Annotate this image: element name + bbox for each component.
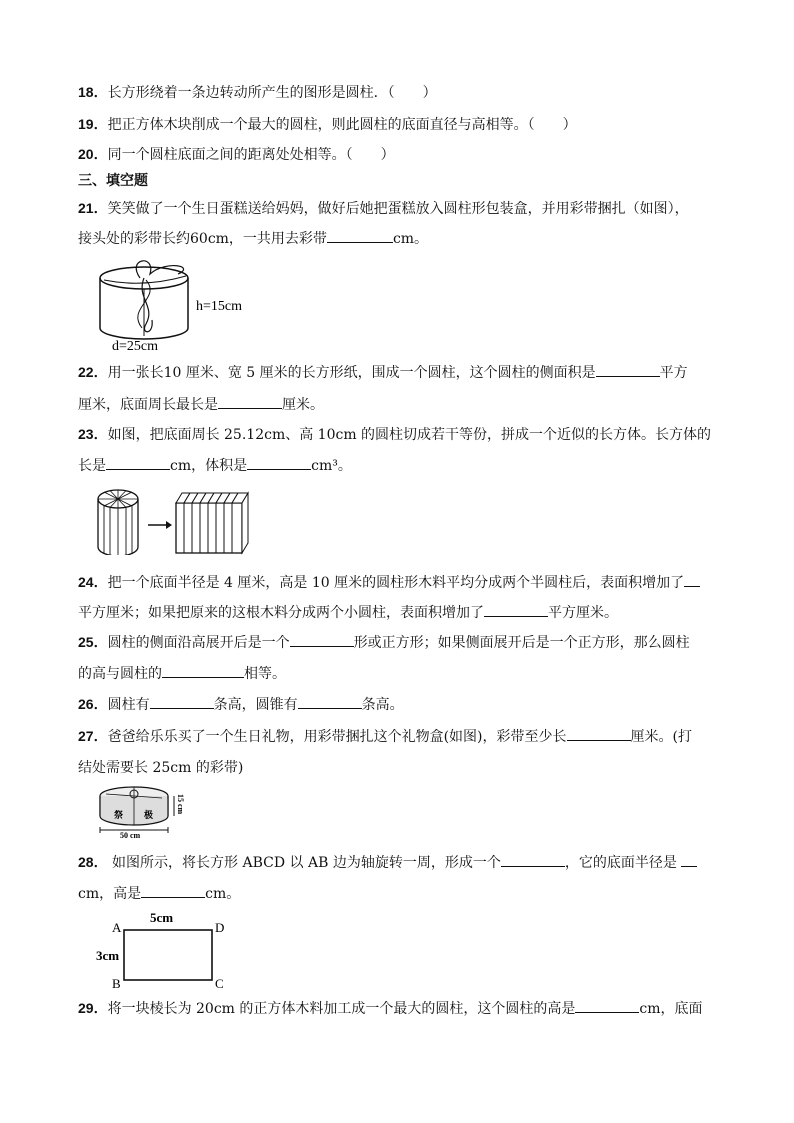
question-text: 接头处的彩带长约60cm，一共用去彩带 [78,231,327,247]
question-number: 26． [78,696,108,712]
question-text: cm。 [392,231,429,247]
question-24-line-1 [78,572,700,593]
question-25-line-1 [78,632,690,653]
question-text: 厘米，底面周长最长是 [78,397,218,413]
question-27-line-2 [78,758,243,778]
question-28-line-1 [78,852,697,873]
question-23-line-2 [78,455,352,476]
width-label: 50 cm [120,831,141,840]
question-24-line-2 [78,602,618,623]
question-text: 爸爸给乐乐买了一个生日礼物，用彩带捆扎这个礼物盒(如图)，彩带至少长 [107,729,567,745]
question-text: cm³。 [311,458,352,474]
question-number: 28． [78,854,108,870]
question-text: cm，体积是 [170,458,248,474]
question-number: 25． [78,634,108,650]
question-text: ，它的底面半径是 [564,855,677,871]
question-29 [78,998,703,1019]
question-number: 20． [78,146,108,162]
question-number: 23． [78,426,108,442]
question-text: 相等。 [244,666,286,682]
question-22-line-2 [78,394,324,415]
height-label: 15 cm [176,794,185,815]
question-text: 将一块棱长为 20cm 的正方体木料加工成一个最大的圆柱，这个圆柱的高是 [107,1001,576,1017]
answer-blank[interactable] [575,998,639,1013]
answer-blank[interactable] [150,694,214,709]
question-27-line-1 [78,726,692,747]
answer-blank[interactable] [290,632,354,647]
question-19 [78,114,577,135]
answer-blank[interactable] [141,883,205,898]
question-20 [78,144,395,165]
question-text: 长是 [78,458,106,474]
question-text: 笑笑做了一个生日蛋糕送给妈妈，做好后她把蛋糕放入圆柱形包装盒，并用彩带捆扎（如图）， [107,201,689,217]
question-26 [78,694,404,715]
answer-blank[interactable] [247,455,311,470]
answer-blank[interactable] [681,852,697,867]
question-text: 厘米。 [282,397,324,413]
question-text: 把正方体木块削成一个最大的圆柱，则此圆柱的底面直径与高相等。（ ） [107,117,577,133]
vertex-b: B [112,976,121,990]
answer-blank[interactable] [298,694,362,709]
rectangle-abcd-figure [94,908,234,990]
cake-box-figure [96,258,266,352]
question-number: 21． [78,200,108,216]
vertex-a: A [112,920,122,935]
question-text: 如图所示，将长方形 ABCD 以 AB 边为轴旋转一周，形成一个 [112,855,501,871]
question-21-line-1 [78,198,689,219]
question-text: 条高。 [361,697,404,713]
left-length-label: 3cm [96,948,120,963]
answer-blank[interactable] [684,572,700,587]
question-21-line-2 [78,228,428,249]
question-text: 平方 [659,365,688,381]
question-number: 18． [78,84,108,100]
diameter-label: d=25cm [112,339,158,352]
question-text: 如图，把底面周长 25.12cm、高 10cm 的圆柱切成若干等份，拼成一个近似的长方体。长方体的 [107,427,712,443]
question-number: 27． [78,728,108,744]
question-number: 24． [78,574,108,590]
top-length-label: 5cm [150,910,174,925]
question-18 [78,82,437,103]
question-number: 22． [78,364,108,380]
box-text-1: 祭 [114,810,124,820]
question-text: 的高与圆柱的 [78,666,162,682]
answer-blank[interactable] [596,362,660,377]
question-22-line-1 [78,362,688,383]
question-text: 厘米。(打 [630,729,692,745]
question-text: 同一个圆柱底面之间的距离处处相等。（ ） [107,147,395,163]
vertex-d: D [215,920,225,935]
section-title: 三、填空题 [78,173,148,189]
question-text: cm。 [205,886,241,902]
question-text: 平方厘米；如果把原来的这根木料分成两个小圆柱，表面积增加了 [78,605,484,621]
question-text: 平方厘米。 [548,605,618,621]
question-text: 形或正方形；如果侧面展开后是一个正方形，那么圆柱 [353,635,690,651]
question-28-line-2 [78,883,240,904]
question-text: cm，底面 [639,1001,703,1017]
box-text-2: 极 [144,810,154,820]
question-23-line-1 [78,424,711,445]
answer-blank[interactable] [218,394,282,409]
gift-box-figure [94,784,186,840]
question-text: 条高，圆锥有 [213,697,298,713]
question-number: 19． [78,116,108,132]
answer-blank[interactable] [484,602,548,617]
question-text: 用一张长10 厘米、宽 5 厘米的长方形纸，围成一个圆柱，这个圆柱的侧面积是 [107,365,596,381]
question-text: 圆柱有 [107,697,150,713]
height-label: h=15cm [196,299,242,314]
vertex-c: C [215,976,224,990]
question-number: 29． [78,1000,108,1016]
answer-blank[interactable] [162,663,244,678]
answer-blank[interactable] [106,455,170,470]
cylinder-to-cuboid-figure [96,487,254,555]
question-text: 圆柱的侧面沿高展开后是一个 [107,635,290,651]
answer-blank[interactable] [567,726,631,741]
answer-blank[interactable] [501,852,565,867]
question-text: cm，高是 [78,886,142,902]
question-text: 结处需要长 25cm 的彩带) [78,760,244,776]
question-text: 把一个底面半径是 4 厘米，高是 10 厘米的圆柱形木料平均分成两个半圆柱后，表面积增加了 [107,575,685,591]
question-text: 长方形绕着一条边转动所产生的图形是圆柱．（ ） [107,85,437,101]
question-25-line-2 [78,663,286,684]
answer-blank[interactable] [327,228,393,243]
